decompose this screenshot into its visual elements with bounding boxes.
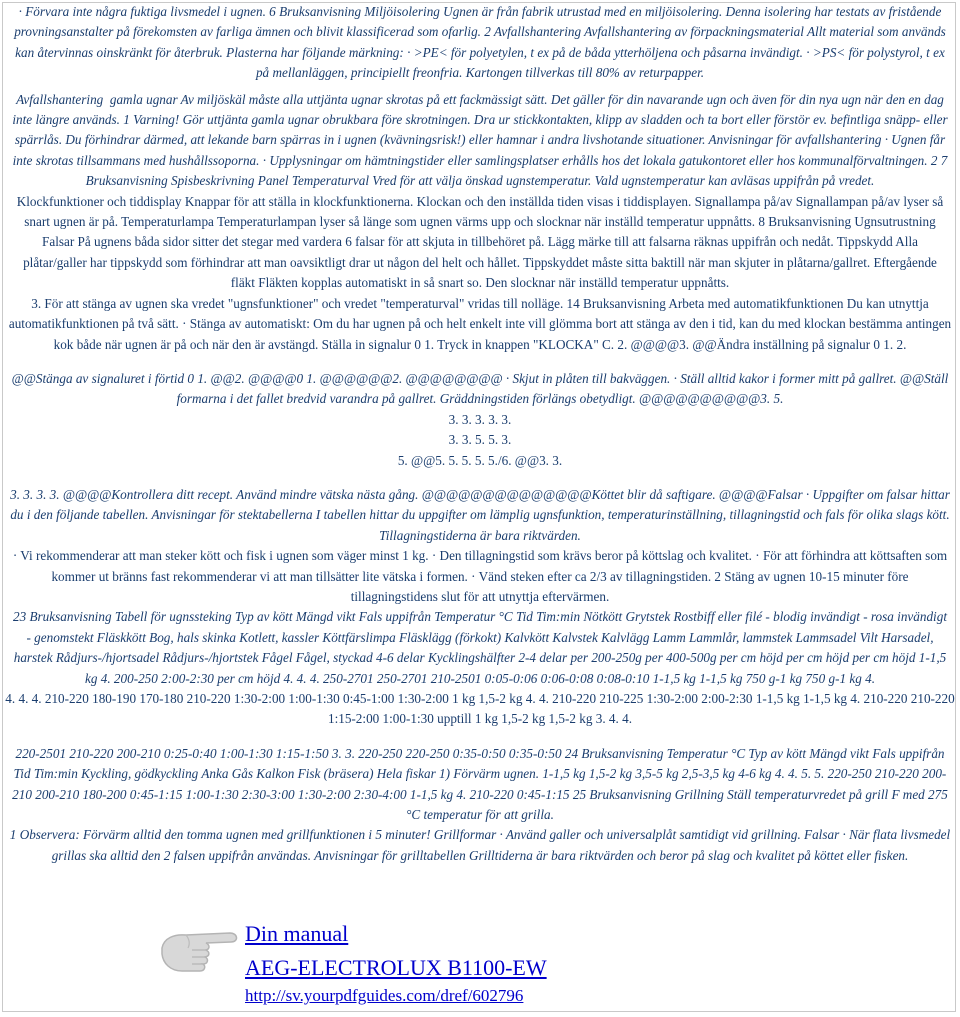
paragraph-grillning: 1 Observera: Förvärm alltid den tomma ugnen med grillfunktionen i 5 minuter! Grillformar · Använd galler och universalplåt samtidigt vid grillning. Falsar · När flata livsmedel grillas ska alltid den 2 falsen uppifrån användas. Anvisningar för grilltabellen Grilltiderna är bara riktvärden och beror på slag och kvalitet på köttet eller fisken. bbox=[9, 827, 954, 863]
paragraph-stektabeller: 3. 3. 3. 3. @@@@Kontrollera ditt recept. Använd mindre vätska nästa gång. @@@@@@@@@@@@@@Köttet blir då saftigare. @@@@Falsar · Uppgifter om falsar hittar du i den följande tabellen. Anvisningar för stektabellerna I tabellen hittar du uppgifter om lämplig ugnsfunktion, temperaturinställning, tillagningstid och fals för olika slags kött. Tillagningstiderna är bara riktvärden. bbox=[10, 486, 954, 543]
document-body bbox=[0, 2, 960, 866]
footer-links bbox=[160, 918, 960, 1014]
paragraph-rekommendationer: · Vi rekommenderar att man steker kött och fisk i ugnen som väger minst 1 kg. · Den tillagningstid som krävs beror på köttslag och kvalitet. · För att förhindra att köttsaften som kommer ut bränns fast rekommenderar vi att man tillsätter lite vätska i formen. · Vänd steken efter ca 2/3 av tillagningstiden. 2 Stäng av ugnen 10-15 minuter före tillagningstidens slut för att utnyttja eftervärmen. bbox=[12, 548, 951, 604]
row-numbers-1: 3. 3. 3. 3. 3. bbox=[448, 411, 512, 427]
paragraph-tabell-varden: 4. 4. 4. 210-220 180-190 170-180 210-220 1:30-2:00 1:00-1:30 0:45-1:00 1:30-2:00 1 kg 1,5-2 kg 4. 4. 210-220 210-225 1:30-2:00 2:00-2:30 1-1,5 kg 1-1,5 kg 4. 210-220 210-220 1:15-2:00 1:00-1:30 upptill 1 kg 1,5-2 kg 1,5-2 kg 3. 4. 4. bbox=[5, 691, 959, 727]
row-numbers-3: 5. @@5. 5. 5. 5. 5./6. @@3. 3. bbox=[397, 452, 563, 468]
paragraph-klockfunktioner: Klockfunktioner och tiddisplay Knappar för att ställa in klockfunktionerna. Klockan och den inställda tiden visas i tiddisplayen. Signallampa på/av Signallampan på/av lyser så snart ugnen är på. Temperaturlampa Temperaturlampan lyser så länge som ugnen värms upp och slocknar när inställd temperatur uppnåtts. 8 Bruksanvisning Ugnsutrustning Falsar På ugnens båda sidor sitter det stegar med vardera 6 falsar för att skjuta in tillbehöret på. Lägg märke till att falsarna räknas uppifrån och nedåt. Tippskydd Alla plåtar/galler har tippskydd som förhindrar att man oavsiktligt drar ut någon del helt och hållet. Tippskyddet måste sitta baktill när man skjuter in plåtarna/gallret. Eftergående fläkt Fläkten kopplas automatiskt in så snart so. Den slocknar när inställd temperatur uppnåtts. bbox=[16, 193, 947, 291]
paragraph-signalur: @@Stänga av signaluret i förtid 0 1. @@2. @@@@0 1. @@@@@@2. @@@@@@@@ · Skjut in plåten till bakväggen. · Ställ alltid kakor i former mitt på gallret. @@Ställ formarna i det fallet bredvid varandra på gallret. Gräddningstiden förlängs obetydligt. @@@@@@@@@@3. 5. bbox=[11, 370, 952, 407]
paragraph-automatik: 3. För att stänga av ugnen ska vredet "ugnsfunktioner" och vredet "temperaturval" vridas till nolläge. 14 Bruksanvisning Arbeta med automatikfunktionen Du kan utnyttja automatikfunktionen på två sätt. · Stänga av automatiskt: Om du har ugnen på och helt enkelt inte vill glömma bort att stänga av den i tid, kan du med klockan bestämma antingen kok både när ugnen är på och när den är avstängd. Ställa in signalur 0 1. Tryck in knappen "KLOCKA" C. 2. @@@@3. @@Ändra inställning på signalur 0 1. 2. bbox=[8, 295, 955, 352]
link-product[interactable]: AEG-ELECTROLUX B1100-EW bbox=[245, 955, 547, 980]
row-numbers-2: 3. 3. 5. 5. 3. bbox=[448, 432, 512, 448]
paragraph-avfallshantering: Avfallshantering gamla ugnar Av miljöskäl måste alla uttjänta ugnar skrotas på ett fackmässigt sätt. Det gäller för din navarande ugn och även för din nya ugn när den en dag inte längre används. 1 Varning! Gör uttjänta gamla ugnar obrukbara före skrotningen. Dra ur stickkontakten, klipp av sladden och ta bort eller förstör ev. befintliga snäpp- eller spärrlås. Du förhindrar därmed, att lekande barn spärras in i ugnen (kvävningsrisk!) eller hamnar i andra livshotande situationer. Anvisningar för avfallshantering · Ugnen får inte skrotas tillsammans med hushållssoporna. · Upplysningar om hämtningstider eller samlingsplatser erhålls hos det lokala gatukontoret eller hos kommunalförvaltningen. 2 7 Bruksanvisning Spisbeskrivning Panel Temperaturval Vred för att välja önskad ugnstemperatur. Vald ugnstemperatur kan avläsas uppifrån på vredet. bbox=[12, 91, 951, 189]
link-din-manual[interactable]: Din manual bbox=[245, 921, 349, 946]
paragraph-fagel-fisk: 220-2501 210-220 200-210 0:25-0:40 1:00-1:30 1:15-1:50 3. 3. 220-250 220-250 0:35-0:50 0:35-0:50 24 Bruksanvisning Temperatur °C Typ av kött Mängd vikt Fals uppifrån Tid Tim:min Kyckling, gödkyckling Anka Gås Kalkon Fisk (bräsera) Hela fiskar 1) Förvärm ugnen. 1-1,5 kg 1,5-2 kg 3,5-5 kg 2,5-3,5 kg 4-6 kg 4. 4. 5. 5. 220-250 210-220 200-210 200-210 180-200 0:45-1:15 1:00-1:30 2:30-3:00 1:30-2:00 2:30-4:00 1-1,5 kg 4. 210-220 0:45-1:15 25 Bruksanvisning Grillning Ställ temperaturvredet på grill F med 275 °C temperatur för att grilla. bbox=[12, 745, 952, 823]
pointing-hand-icon bbox=[160, 918, 242, 985]
paragraph-tabell-ugnssteking: 23 Bruksanvisning Tabell för ugnssteking Typ av kött Mängd vikt Fals uppifrån Temperatur °C Tid Tim:min Nötkött Grytstek Rostbiff eller filé - blodig invändigt - rosa invändigt - genomstekt Fläskkött Bog, hals skinka Kotlett, kassler Köttfärslimpa Fläsklägg (förkokt) Kalvkött Kalvstek Kalvlägg Lamm Lammlår, lammstek Lammsadel Vilt Harsadel, harstek Rådjurs-/hjortsadel Rådjurs-/hjortstek Fågel Fågel, styckad 4-6 delar Kycklingshälfter 2-4 delar per 200-250g per 400-500g per cm höjd per cm höjd per cm höjd 1-1,5 kg 4. 200-250 2:00-2:30 per cm höjd 4. 4. 4. 250-2701 250-2701 210-2501 0:05-0:06 0:06-0:08 0:08-0:10 1-1,5 kg 1-1,5 kg 750 g-1 kg 750 g-1 kg 4. bbox=[13, 609, 951, 686]
paragraph-miljoisolering: · Förvara inte några fuktiga livsmedel i ugnen. 6 Bruksanvisning Miljöisolering Ugnen är från fabrik utrustad med en miljöisolering. Denna isolering har testats av fristående provningsanstalter på förekomsten av farliga ämnen och blivit klassificerad som ofarlig. 2 Avfallshantering Avfallshantering av förpackningsmaterial Allt material som används kan återvinnas oinskränkt för återbruk. Plasterna har följande märkning: · >PE< för polyetylen, t ex på de båda ytterhöljena och påsarna invändigt. · >PS< för polystyrol, t ex på mellanläggen, principiellt freonfria. Kartongen tillverkas till 80% av returpapper. bbox=[14, 4, 950, 81]
link-url[interactable]: http://sv.yourpdfguides.com/dref/602796 bbox=[245, 986, 524, 1005]
